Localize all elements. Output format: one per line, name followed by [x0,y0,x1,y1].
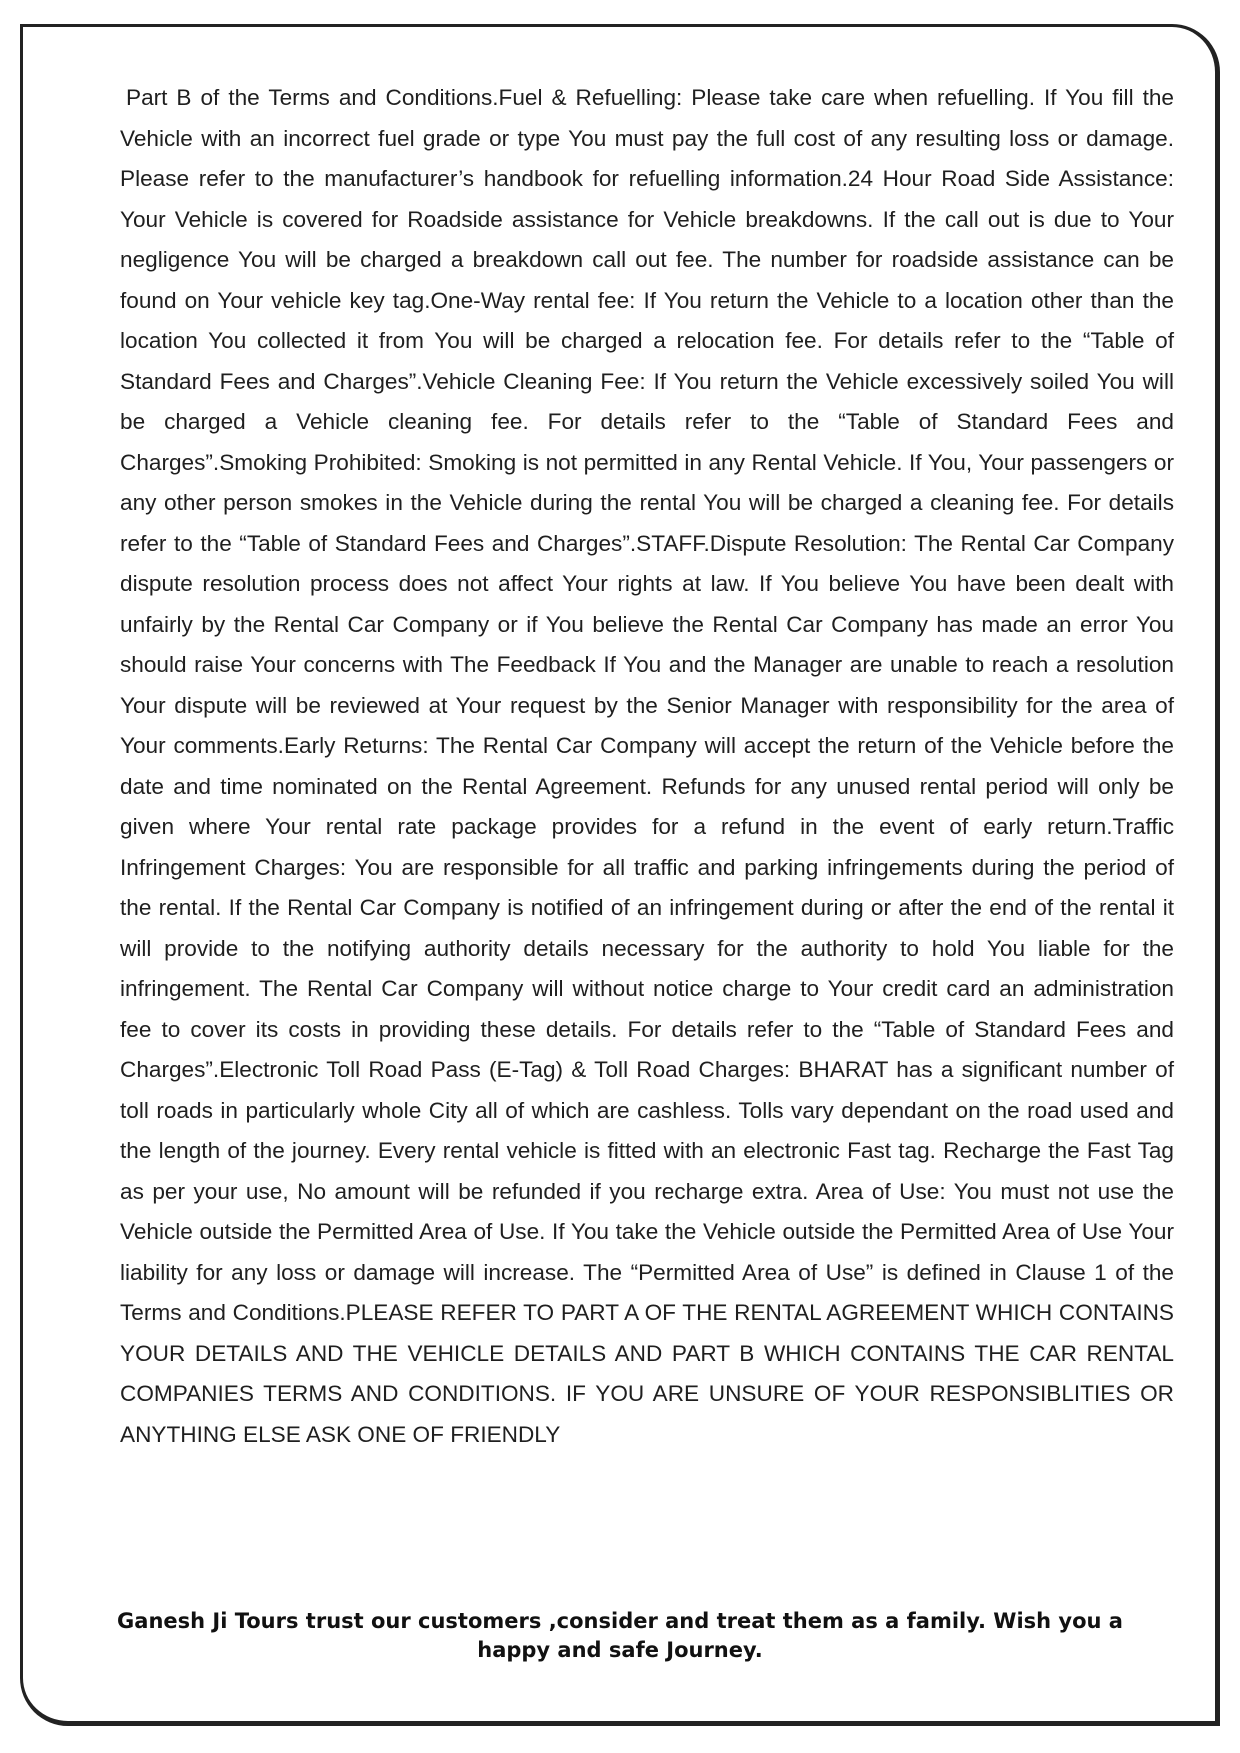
terms-and-conditions-text: Part B of the Terms and Conditions.Fuel & Refuelling: Please take care when refuelling. If You fill the Vehicle with an incorrect fuel grade or type You must pay the full cost of any resulting loss or damage. Please refer to the manufacturer’s handbook for refuelling information.24 Hour Road Side Assistance: Your Vehicle is covered for Roadside assistance for Vehicle breakdowns. If the call out is due to Your negligence You will be charged a breakdown call out fee. The number for roadside assistance can be found on Your vehicle key tag.One-Way rental fee: If You return the Vehicle to a location other than the location You collected it from You will be charged a relocation fee. For details refer to the “Table of Standard Fees and Charges”.Vehicle Cleaning Fee: If You return the Vehicle excessively soiled You will be charged a Vehicle cleaning fee. For details refer to the “Table of Standard Fees and Charges”.Smoking Prohibited: Smoking is not permitted in any Rental Vehicle. If You, Your passengers or any other person smokes in the Vehicle during the rental You will be charged a cleaning fee. For details refer to the “Table of Standard Fees and Charges”.STAFF.Dispute Resolution: The Rental Car Company dispute resolution process does not affect Your rights at law. If You believe You have been dealt with unfairly by the Rental Car Company or if You believe the Rental Car Company has made an error You should raise Your concerns with The Feedback If You and the Manager are unable to reach a resolution Your dispute will be reviewed at Your request by the Senior Manager with responsibility for the area of Your comments.Early Returns: The Rental Car Company will accept the return of the Vehicle before the date and time nominated on the Rental Agreement. Refunds for any unused rental period will only be given where Your rental rate package provides for a refund in the event of early return.Traffic Infringement Charges: You are responsible for all traffic and parking infringements during the period of the rental. If the Rental Car Company is notified of an infringement during or after the end of the rental it will provide to the notifying authority details necessary for the authority to hold You liable for the infringement. The Rental Car Company will without notice charge to Your credit card an administration fee to cover its costs in providing these details. For details refer to the “Table of Standard Fees and Charges”.Electronic Toll Road Pass (E-Tag) & Toll Road Charges: BHARAT has a significant number of toll roads in particularly whole City all of which are cashless. Tolls vary dependant on the road used and the length of the journey. Every rental vehicle is fitted with an electronic Fast tag. Recharge the Fast Tag as per your use, No amount will be refunded if you recharge extra. Area of Use: You must not use the Vehicle outside the Permitted Area of Use. If You take the Vehicle outside the Permitted Area of Use Your liability for any loss or damage will increase. The “Permitted Area of Use” is defined in Clause 1 of the Terms and Conditions.PLEASE REFER TO PART A OF THE RENTAL AGREEMENT WHICH CONTAINS YOUR DETAILS AND THE VEHICLE DETAILS AND PART B WHICH CONTAINS THE CAR RENTAL COMPANIES TERMS AND CONDITIONS. IF YOU ARE UNSURE OF YOUR RESPONSIBLITIES OR ANYTHING ELSE ASK ONE OF FRIENDLY [120,85,1174,1447]
closing-note: Ganesh Ji Tours trust our customers ,consider and treat them as a family. Wish you a happy and safe Journey. [117,1609,1123,1662]
